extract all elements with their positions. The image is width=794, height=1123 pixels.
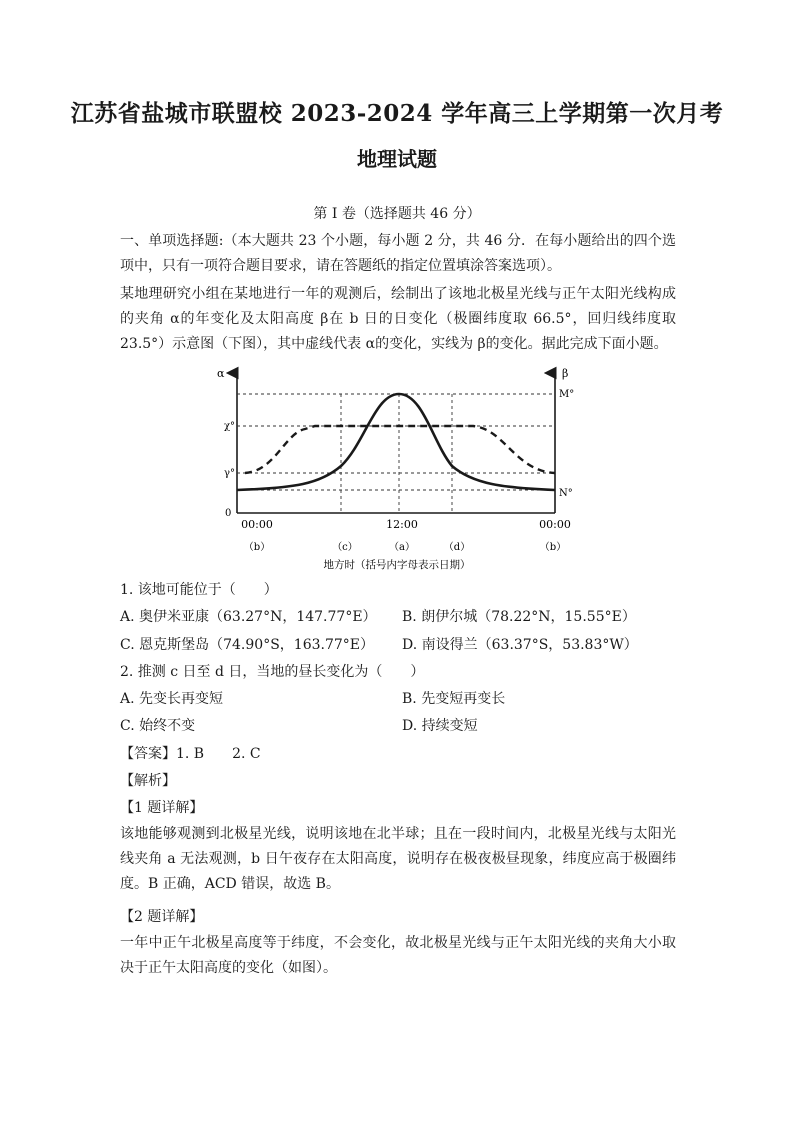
beta-curve <box>237 394 555 490</box>
q2-detail: 一年中正午北极星高度等于纬度，不会变化，故北极星光线与正午太阳光线的夹角大小取决于正午太阳高度的变化（如图）。 <box>120 935 676 976</box>
q2-option-d[interactable]: D. 持续变短 <box>402 718 478 734</box>
chart-caption: 地方时（括号内字母表示日期） <box>323 559 471 571</box>
x-tick-1200: 12:00 <box>386 518 418 531</box>
answer: 【答案】1. B 2. C <box>120 746 261 762</box>
alpha-label: α <box>217 367 225 380</box>
analysis-label: 【解析】 <box>120 773 176 789</box>
tick-zero: 0 <box>225 508 232 519</box>
q1-stem: 1. 该地可能位于（ ） <box>120 582 278 598</box>
date-label-d: （d） <box>443 542 471 553</box>
chart <box>205 363 590 575</box>
q1-detail-label: 【1 题详解】 <box>120 800 204 816</box>
x-tick-0000-right: 00:00 <box>539 518 571 531</box>
alpha-curve <box>245 426 555 473</box>
x-tick-0000-left: 00:00 <box>241 518 273 531</box>
q1-option-c[interactable]: C. 恩克斯堡岛（74.90°S，163.77°E） <box>120 637 374 653</box>
date-label-b-right: （b） <box>539 542 567 553</box>
section-header: 第 I 卷（选择题共 46 分） <box>313 206 481 222</box>
date-label-b-left: （b） <box>243 542 271 553</box>
question-stem: 某地理研究小组在某地进行一年的观测后，绘制出了该地北极星光线与正午太阳光线构成的夹角 α的年变化及太阳高度 β在 b 日的日变化（极圈纬度取 66.5°，回归线纬度取 23.5°）示意图（下图），其中虚线代表 α的变化，实线为 β的变化。据此完成下面小题。 <box>120 286 676 352</box>
q2-option-a[interactable]: A. 先变长再变短 <box>120 691 224 707</box>
tick-gamma: γ° <box>224 468 235 479</box>
tick-m: M° <box>559 389 575 400</box>
q1-detail: 该地能够观测到北极星光线，说明该地在北半球；且在一段时间内，北极星光线与太阳光线夹角 a 无法观测，b 日午夜存在太阳高度，说明存在极夜极昼现象，纬度应高于极圈纬度。B 正确，ACD 错误，故选 B。 <box>120 826 676 892</box>
tick-chi: χ° <box>224 421 236 432</box>
date-label-c: （c） <box>332 542 358 553</box>
q1-option-a[interactable]: A. 奥伊米亚康（63.27°N，147.77°E） <box>120 609 377 625</box>
q2-detail-label: 【2 题详解】 <box>120 909 204 925</box>
title-line2: 地理试题 <box>357 147 437 171</box>
q2-option-c[interactable]: C. 始终不变 <box>120 718 196 734</box>
q1-option-b[interactable]: B. 朗伊尔城（78.22°N，15.55°E） <box>402 609 636 625</box>
date-label-a: （a） <box>389 542 415 553</box>
title-line1: 江苏省盐城市联盟校 2023-2024 学年高三上学期第一次月考 <box>70 100 724 127</box>
q1-option-d[interactable]: D. 南设得兰（63.37°S，53.83°W） <box>402 637 638 653</box>
q2-option-b[interactable]: B. 先变短再变长 <box>402 691 506 707</box>
beta-label: β <box>562 367 569 380</box>
q2-stem: 2. 推测 c 日至 d 日，当地的昼长变化为（ ） <box>120 664 425 680</box>
instructions: 一、单项选择题:（本大题共 23 个小题，每小题 2 分，共 46 分．在每小题给出的四个选项中，只有一项符合题目要求，请在答题纸的指定位置填涂答案选项）。 <box>120 233 676 274</box>
tick-n: N° <box>559 488 573 499</box>
